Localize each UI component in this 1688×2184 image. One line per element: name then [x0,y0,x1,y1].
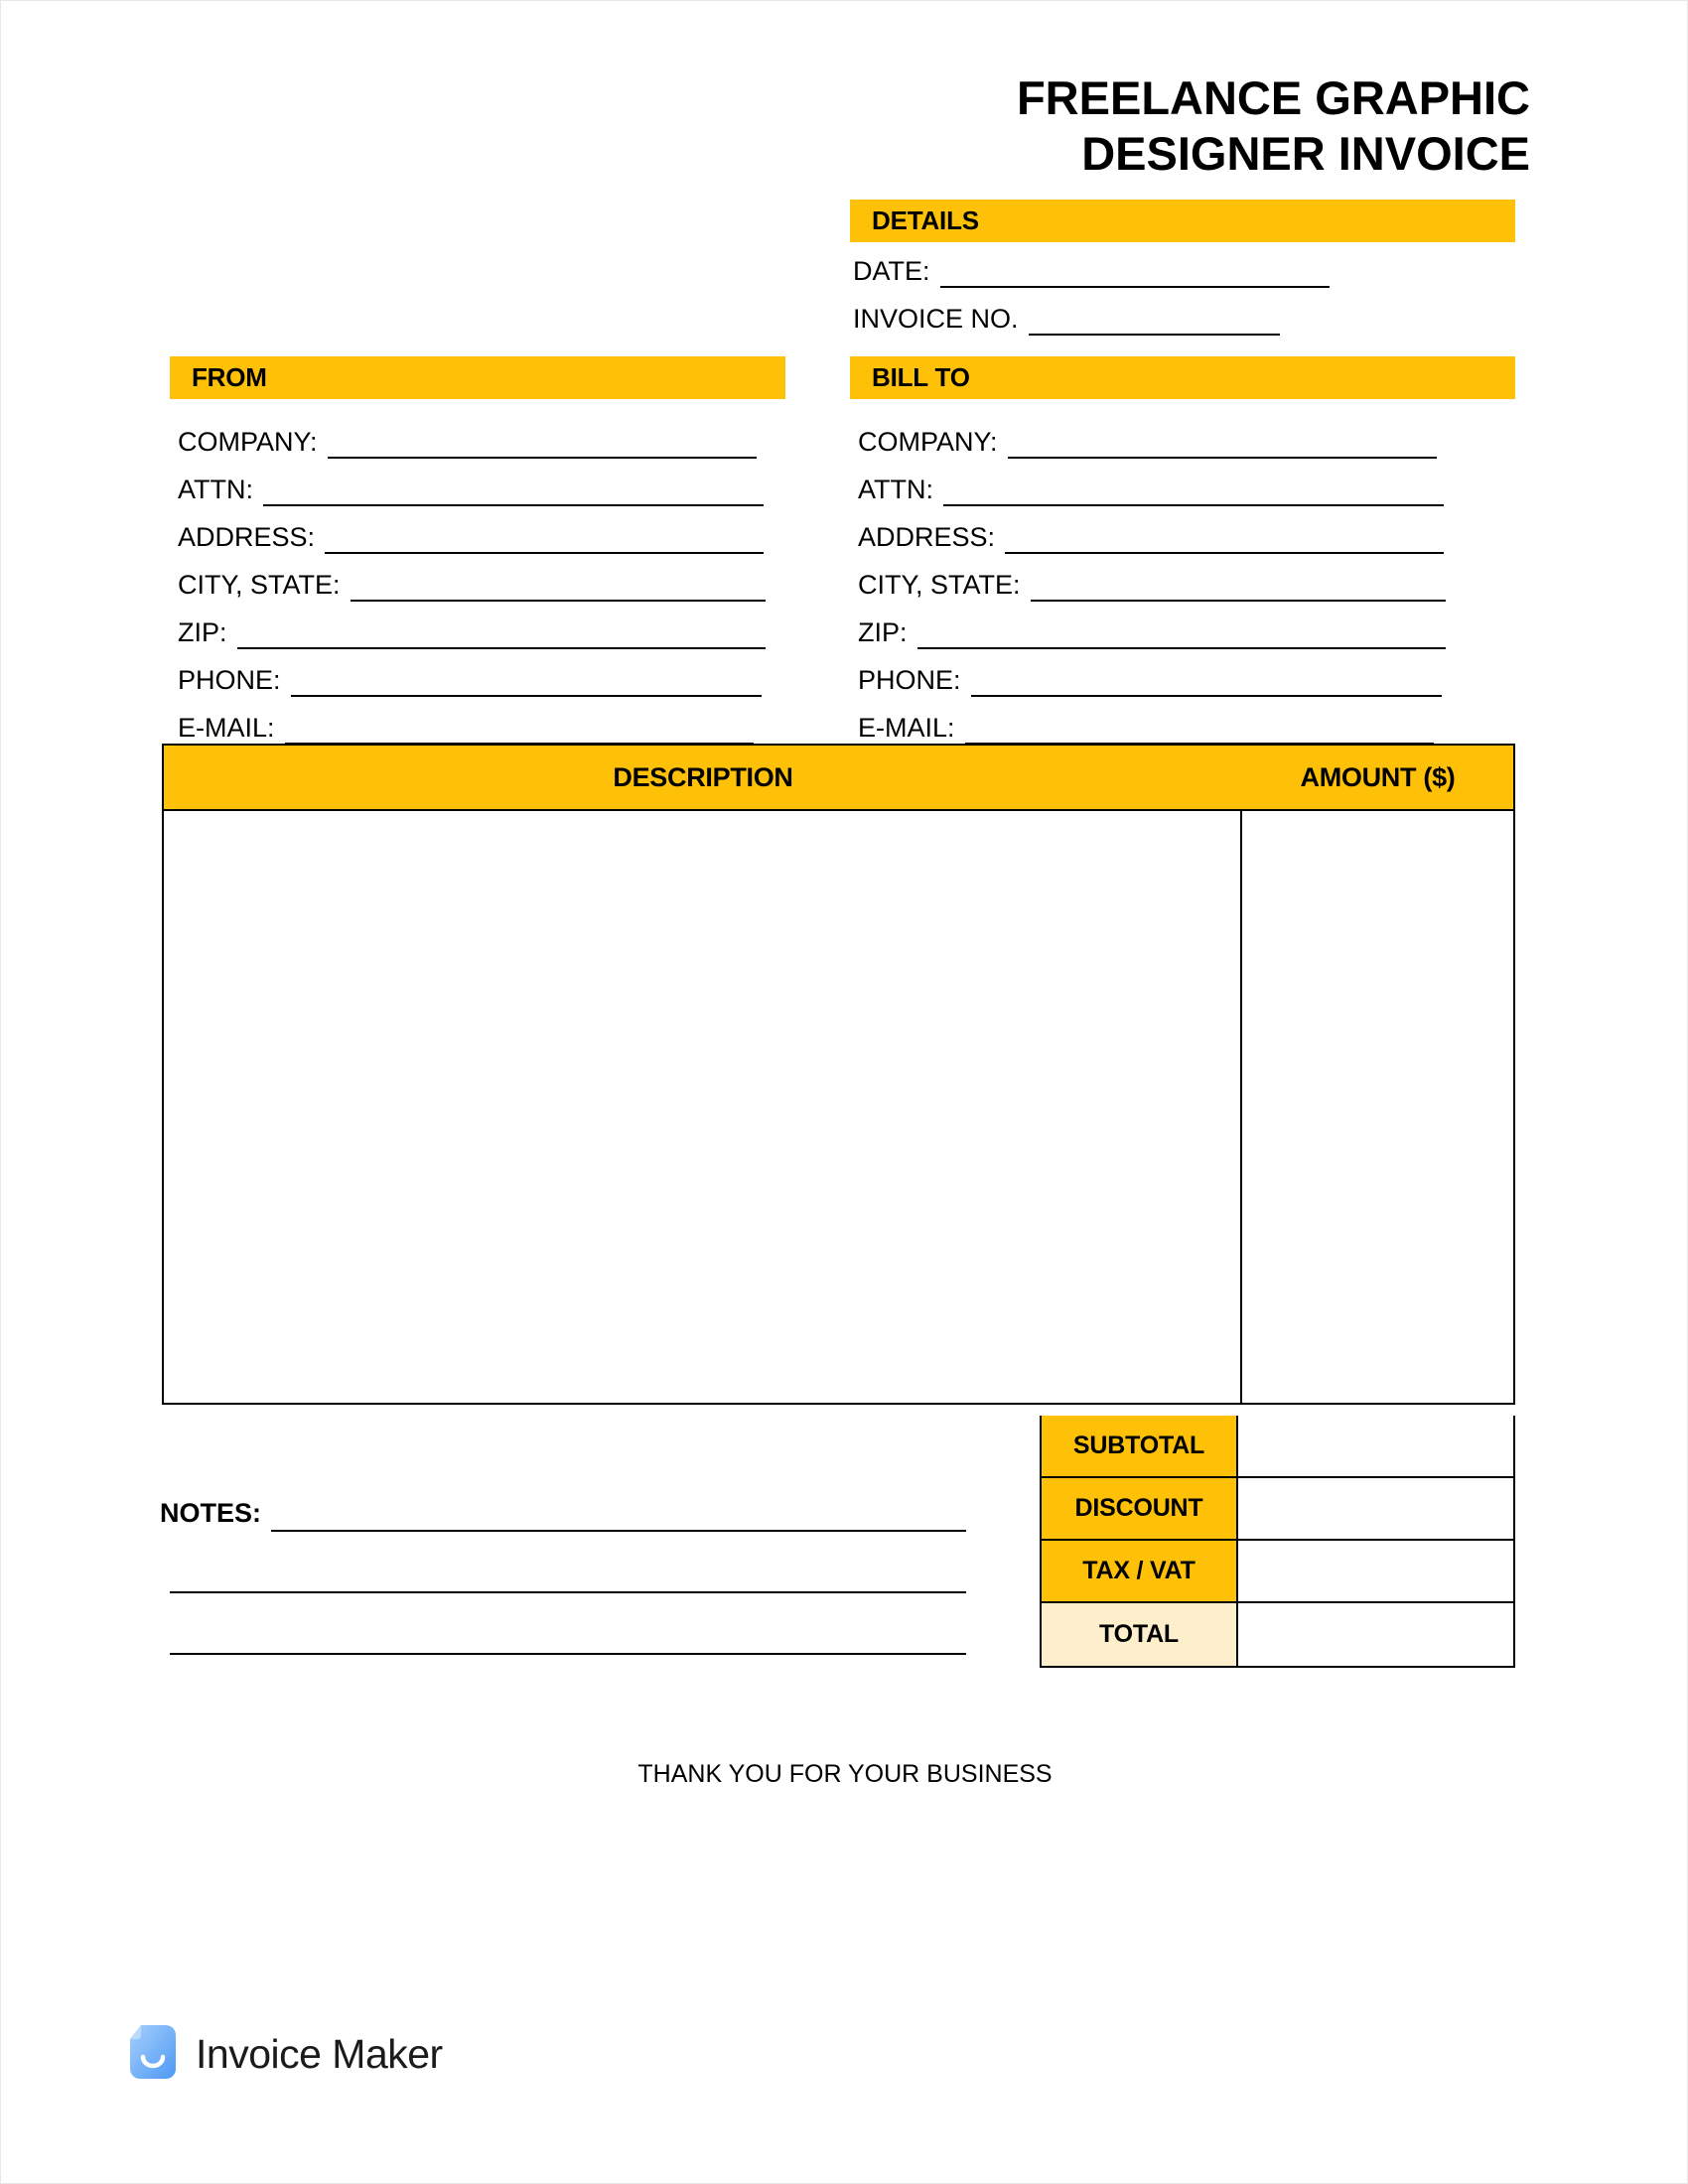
line-items-body [164,811,1513,1403]
from-phone-label: PHONE: [178,665,281,695]
billto-field-address[interactable] [858,508,1444,554]
thank-you-message: THANK YOU FOR YOUR BUSINESS [637,1760,1053,1788]
invoice-no-label: INVOICE NO. [853,304,1019,334]
notes-input-2[interactable] [170,1591,966,1593]
column-header-description: DESCRIPTION [613,761,793,792]
from-field-email[interactable] [178,699,754,745]
from-address-input[interactable] [325,552,764,554]
billto-zip-label: ZIP: [858,617,908,647]
billto-phone-input[interactable] [971,695,1442,697]
notes-input-1[interactable] [271,1530,966,1532]
from-email-label: E-MAIL: [178,713,275,743]
from-attn-input[interactable] [263,504,764,506]
subtotal-value[interactable] [1238,1416,1513,1476]
notes-line-1[interactable] [160,1470,966,1532]
from-field-city-state[interactable] [178,556,766,602]
billto-address-input[interactable] [1005,552,1444,554]
notes-line-3[interactable] [160,1593,966,1655]
from-field-company[interactable] [178,413,757,459]
from-header-label: FROM [192,362,267,392]
tax-vat-label: TAX / VAT [1042,1541,1238,1601]
billto-city-state-input[interactable] [1031,600,1446,602]
billto-field-phone[interactable] [858,651,1442,697]
billto-field-city-state[interactable] [858,556,1446,602]
totals-row-total [1042,1603,1513,1666]
tax-vat-value[interactable] [1238,1541,1513,1601]
details-header-label: DETAILS [872,205,979,235]
from-attn-label: ATTN: [178,475,253,504]
billto-field-email[interactable] [858,699,1434,745]
line-items-table [162,744,1515,1405]
brand-logo[interactable] [128,2024,443,2085]
bill-to-header-label: BILL TO [872,362,970,392]
bill-to-section-header [850,356,1515,399]
field-invoice-no[interactable] [853,290,1280,336]
column-header-amount: AMOUNT ($) [1300,761,1456,792]
from-field-zip[interactable] [178,604,766,649]
discount-label: DISCOUNT [1042,1478,1238,1539]
from-field-attn[interactable] [178,461,764,506]
title-line-2: DESIGNER INVOICE [1081,127,1530,181]
billto-address-label: ADDRESS: [858,522,996,552]
subtotal-label: SUBTOTAL [1042,1416,1238,1476]
notes-input-3[interactable] [170,1653,966,1655]
total-value[interactable] [1238,1603,1513,1666]
billto-email-label: E-MAIL: [858,713,955,743]
discount-value[interactable] [1238,1478,1513,1539]
field-date[interactable] [853,242,1330,288]
billto-field-company[interactable] [858,413,1437,459]
details-section-header [850,200,1515,242]
billto-company-input[interactable] [1008,457,1437,459]
from-zip-label: ZIP: [178,617,227,647]
totals-row-subtotal [1042,1416,1513,1478]
billto-attn-label: ATTN: [858,475,933,504]
billto-zip-input[interactable] [917,647,1446,649]
total-label: TOTAL [1042,1603,1238,1666]
totals-row-tax [1042,1541,1513,1603]
brand-name: Invoice Maker [196,2031,443,2077]
invoice-no-input[interactable] [1029,334,1280,336]
date-input[interactable] [940,286,1330,288]
date-label: DATE: [853,256,930,286]
notes-area [160,1470,966,1655]
billto-company-label: COMPANY: [858,427,998,457]
notes-label: NOTES: [160,1498,262,1528]
amount-entry-area[interactable] [1242,811,1513,1403]
totals-row-discount [1042,1478,1513,1541]
from-company-input[interactable] [328,457,757,459]
line-items-header-row [164,746,1513,811]
notes-line-2[interactable] [160,1532,966,1593]
from-phone-input[interactable] [291,695,762,697]
from-city-state-input[interactable] [351,600,766,602]
description-entry-area[interactable] [164,811,1242,1403]
invoice-document-icon [128,2024,178,2085]
billto-attn-input[interactable] [943,504,1444,506]
from-company-label: COMPANY: [178,427,318,457]
from-zip-input[interactable] [237,647,766,649]
from-field-phone[interactable] [178,651,762,697]
title-line-1: FREELANCE GRAPHIC [1016,71,1530,124]
from-field-address[interactable] [178,508,764,554]
from-address-label: ADDRESS: [178,522,316,552]
totals-table [1040,1416,1515,1668]
billto-field-attn[interactable] [858,461,1444,506]
billto-city-state-label: CITY, STATE: [858,570,1021,600]
page-title [855,70,1530,183]
from-city-state-label: CITY, STATE: [178,570,341,600]
billto-phone-label: PHONE: [858,665,961,695]
billto-field-zip[interactable] [858,604,1446,649]
from-section-header [170,356,785,399]
